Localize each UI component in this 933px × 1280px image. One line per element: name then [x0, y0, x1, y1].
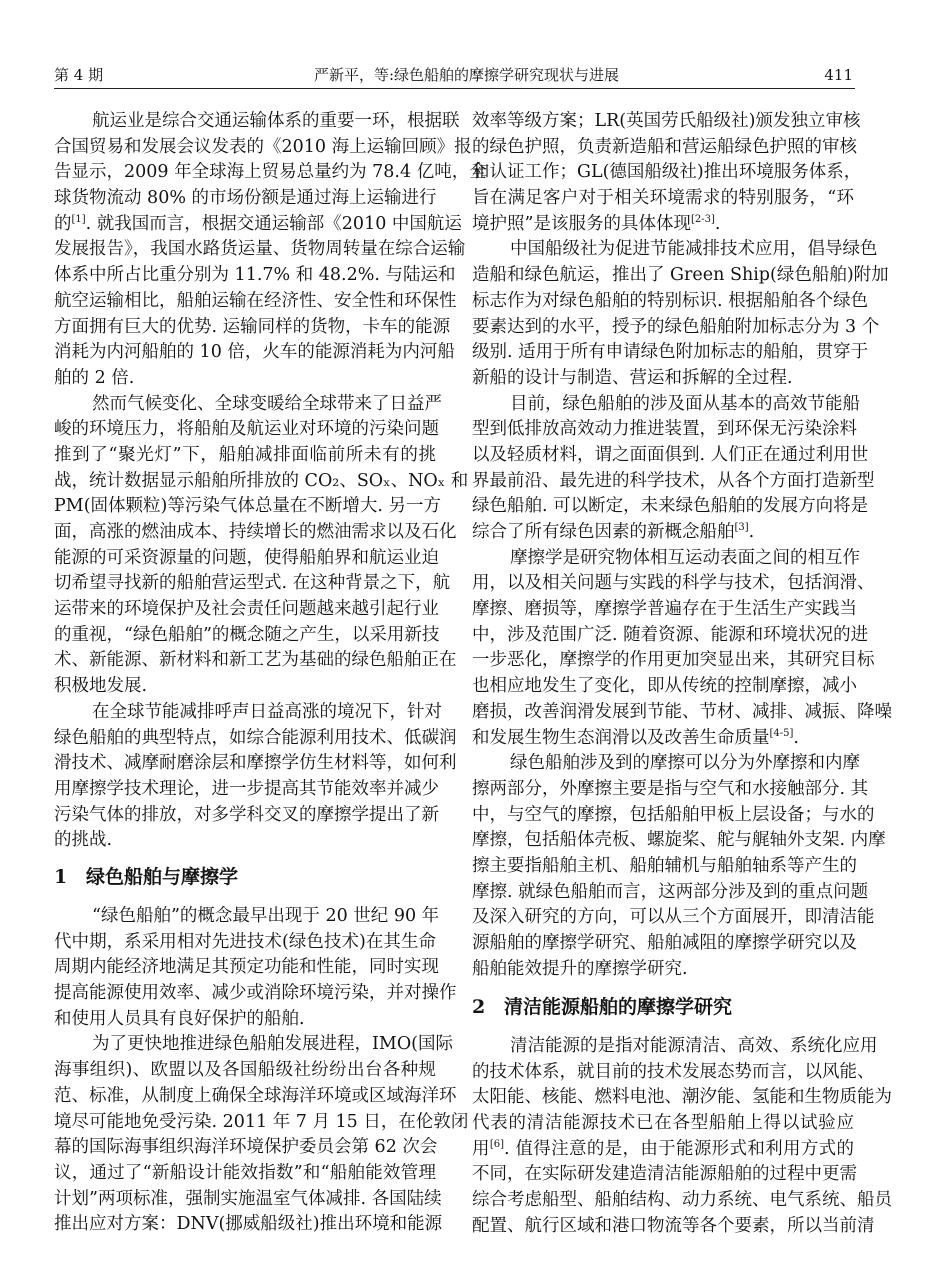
text-line: 新船的设计与制造、营运和拆解的全过程.: [472, 367, 793, 388]
journal-issue: 第 4 期: [54, 66, 104, 84]
section-number: 1: [54, 866, 68, 888]
text-line: 然而气候变化、全球变暖给全球带来了日益严: [92, 393, 442, 414]
line-text: .: [714, 213, 721, 234]
paragraph: [472, 109, 862, 237]
text-line: 摩擦、磨损等，摩擦学普遍存在于生活生产实践当: [472, 599, 857, 620]
text-line: “绿色船舶”的概念最早出现于 20 世纪 90 年: [92, 906, 440, 926]
text-line: 绿色船舶的典型特点，如综合能源利用技术、低碳润: [54, 727, 457, 748]
line-text: .: [793, 727, 799, 748]
line-text: . 就我国而言，根据交通运输部《2010 中国航运: [85, 213, 462, 234]
paragraph: [54, 904, 457, 1032]
citation-ref[interactable]: [6]: [489, 1138, 505, 1150]
text-line: 绿色船舶. 可以断定，未来绿色船舶的发展方向将是: [472, 496, 869, 517]
text-line: 滑技术、减摩耐磨涂层和摩擦学仿生材料等，如何利: [54, 753, 457, 774]
paragraph: [472, 237, 889, 391]
text-line: 污染气体的排放，对多学科交叉的摩擦学提出了新: [54, 804, 439, 825]
text-line: 中国船级社为促进节能减排技术应用，倡导绿色: [510, 239, 878, 260]
paragraph: [54, 109, 487, 392]
citation-ref[interactable]: [4-5]: [769, 727, 794, 739]
page-number: 411: [824, 66, 853, 84]
text-line: 战，统计数据显示船舶所排放的 CO₂、SOₓ、NOₓ 和: [54, 470, 469, 491]
text-line: 航运业是综合交通运输体系的重要一环，根据联: [92, 111, 460, 131]
text-line: 境尽可能地免受污染. 2011 年 7 月 15 日，在伦敦闭: [54, 1111, 469, 1132]
text-line: 绿色船舶涉及到的摩擦可以分为外摩擦和内摩: [510, 753, 860, 774]
text-line: 告显示，2009 年全球海上贸易总量约为 78.4 亿吨，全: [54, 162, 487, 183]
text-line: 球货物流动 80% 的市场份额是通过海上运输进行: [54, 188, 437, 209]
text-line: 面，高涨的燃油成本、持续增长的燃油需求以及石化: [54, 522, 457, 542]
line-text: 的: [54, 213, 72, 234]
text-line: 航空运输相比，船舶运输在经济性、安全性和环保性: [54, 290, 457, 311]
running-title: 严新平，等:绿色船舶的摩擦学研究现状与进展: [313, 66, 620, 84]
text-line: 摩擦. 就绿色船舶而言，这两部分涉及到的重点问题: [472, 881, 869, 902]
line-text: 和发展生物生态润滑以及改善生命质量: [472, 727, 770, 748]
paragraph: [54, 700, 457, 854]
text-line: 太阳能、核能、燃料电池、潮汐能、氢能和生物质能为: [472, 1087, 892, 1108]
text-line: 切希望寻找新的船舶营运型式. 在这种背景之下，航: [54, 573, 451, 594]
text-line: 标志作为对绿色船舶的特别标识. 根据船舶各个绿色: [472, 290, 869, 311]
text-line: 不同，在实际研发建造清洁能源船舶的过程中更需: [472, 1164, 857, 1185]
text-line: 消耗为内河船舶的 10 倍，火车的能源消耗为内河船: [54, 342, 455, 363]
text-line: 摩擦学是研究物体相互运动表面之间的相互作: [510, 547, 860, 568]
text-line: 术、新能源、新材料和新工艺为基础的绿色船舶正在: [54, 650, 457, 671]
text-line: [472, 726, 854, 752]
text-line: 的重视，“绿色船舶”的概念随之产生，以采用新技: [54, 624, 440, 645]
text-line: 级别. 适用于所有申请绿色附加标志的船舶，贯穿于: [472, 342, 869, 363]
text-line: 和使用人员具有良好保护的船舶.: [54, 1008, 305, 1029]
text-line: [472, 212, 854, 238]
text-line: 的技术体系，就目前的技术发展态势而言，以风能、: [472, 1061, 875, 1082]
text-line: 舶的 2 倍.: [54, 367, 135, 388]
text-line: 的挑战.: [54, 830, 113, 851]
header-rule: [54, 88, 855, 89]
paragraph: [472, 1034, 892, 1240]
text-line: 议，通过了“新船设计能效指数”和“船舶能效管理: [54, 1162, 436, 1183]
text-line: 发展报告》，我国水路货运量、货物周转量在综合运输: [54, 239, 466, 260]
text-line: 磨损，改善润滑发展到节能、节材、减排、减振、降噪: [472, 701, 892, 722]
text-line: 为了更快地推进绿色船舶发展进程，IMO(国际: [92, 1034, 454, 1055]
line-text: 境护照”是该服务的具体体现: [472, 213, 691, 234]
citation-ref[interactable]: [3]: [734, 522, 749, 534]
section-title: 绿色船舶与摩擦学: [86, 866, 239, 888]
text-line: 和认证工作；GL(德国船级社)推出环境服务体系，: [472, 162, 862, 183]
text-line: 配置、航行区域和港口物流等各个要素，所以当前清: [472, 1215, 875, 1236]
text-line: 推出应对方案：DNV(挪威船级社)推出环境和能源: [54, 1214, 443, 1235]
text-line: 代表的清洁能源技术已在各型船舶上得以试验应: [472, 1113, 854, 1134]
text-line: 一步恶化，摩擦学的作用更加突显出来，其研究目标: [472, 650, 875, 671]
text-line: 效率等级方案；LR(英国劳氏船级社)颁发独立审核: [472, 111, 861, 131]
left-column-top: [54, 109, 487, 854]
text-line: 摩擦，包括船体壳板、螺旋桨、舵与艉轴外支架. 内摩: [472, 830, 886, 851]
text-line: 中，涉及范围广泛. 随着资源、能源和环境状况的进: [472, 624, 869, 645]
text-line: 峻的环境压力，将船舶及航运业对环境的污染问题: [54, 419, 439, 440]
text-line: 合国贸易和发展会议发表的《2010 海上运输回顾》报: [54, 136, 472, 157]
paragraph: [54, 1032, 469, 1238]
text-line: 计划”两项标准，强制实施温室气体减排. 各国陆续: [54, 1188, 442, 1209]
text-line: 推到了“聚光灯”下，船舶减排面临前所未有的挑: [54, 444, 436, 465]
text-line: 用摩擦学技术理论，进一步提高其节能效率并减少: [54, 778, 439, 799]
text-line: [472, 520, 854, 546]
citation-ref[interactable]: [1]: [71, 213, 86, 225]
paragraph: [472, 392, 875, 546]
text-line: 幕的国际海事组织海洋环境保护委员会第 62 次会: [54, 1137, 438, 1158]
text-line: 方面拥有巨大的优势. 运输同样的货物，卡车的能源: [54, 316, 451, 337]
text-line: PM(固体颗粒)等污染气体总量在不断增大. 另一方: [54, 496, 441, 517]
text-line: 周期内能经济地满足其预定功能和性能，同时实现: [54, 957, 439, 978]
section-1-heading: [54, 852, 436, 903]
text-line: 以及轻质材料，谓之面面俱到. 人们正在通过利用世: [472, 444, 869, 465]
text-line: 用，以及相关问题与实践的科学与技术，包括润滑、: [472, 573, 875, 594]
text-line: 的绿色护照，负责新造船和营运船绿色护照的审核: [472, 136, 857, 157]
text-line: 造船和绿色航运，推出了 Green Ship(绿色船舶)附加: [472, 265, 889, 286]
section-number: 2: [472, 996, 486, 1018]
left-column-bottom: [54, 904, 469, 1238]
text-line: 目前，绿色船舶的涉及面从基本的高效节能船: [510, 393, 860, 414]
text-line: 擦主要指船舶主机、船舶辅机与船舶轴系等产生的: [472, 855, 857, 876]
text-line: 船舶能效提升的摩擦学研究.: [472, 958, 688, 979]
text-line: [472, 1137, 854, 1163]
text-line: 代中期，系采用相对先进技术(绿色技术)在其生命: [54, 931, 436, 952]
text-line: 界最前沿、最先进的科学技术，从各个方面打造新型: [472, 470, 875, 491]
text-line: 要素达到的水平，授予的绿色船舶附加标志分为 3 个: [472, 316, 880, 337]
text-line: 范、标准，从制度上确保全球海洋环境或区域海洋环: [54, 1085, 457, 1106]
paragraph: [54, 392, 469, 700]
text-line: 在全球节能减排呼声日益高涨的境况下，针对: [92, 701, 442, 722]
text-line: 型到低排放高效动力推进装置，到环保无污染涂料: [472, 419, 857, 440]
text-line: 也相应地发生了变化，即从传统的控制摩擦，减小: [472, 676, 857, 697]
line-text: 用: [472, 1138, 490, 1159]
text-line: 综合考虑船型、船舶结构、动力系统、电气系统、船员: [472, 1190, 892, 1211]
text-line: 清洁能源的是指对能源清洁、高效、系统化应用: [510, 1036, 878, 1056]
section-title: 清洁能源船舶的摩擦学研究: [504, 996, 733, 1018]
text-line: 源船舶的摩擦学研究、船舶减阻的摩擦学研究以及: [472, 933, 857, 953]
right-column-top: [472, 109, 892, 982]
text-line: 擦两部分，外摩擦主要是指与空气和水接触部分. 其: [472, 778, 869, 799]
text-line: [54, 212, 462, 238]
citation-ref[interactable]: [2-3]: [690, 213, 715, 225]
paragraph: [472, 546, 892, 752]
text-line: 海事组织)、欧盟以及各国船级社纷纷出台各种规: [54, 1060, 436, 1081]
line-text: .: [748, 522, 755, 542]
text-line: 提高能源使用效率、减少或消除环境污染，并对操作: [54, 983, 457, 1004]
text-line: 体系中所占比重分别为 11.7% 和 48.2%. 与陆运和: [54, 265, 456, 286]
line-text: . 值得注意的是，由于能源形式和利用方式的: [504, 1138, 855, 1159]
paragraph: [472, 751, 886, 982]
section-2-heading: [472, 982, 854, 1033]
text-line: 积极地发展.: [54, 676, 148, 697]
text-line: 中，与空气的摩擦，包括船舶甲板上层设备；与水的: [472, 804, 875, 825]
text-line: 及深入研究的方向，可以从三个方面展开，即清洁能: [472, 907, 875, 928]
text-line: 运带来的环境保护及社会责任问题越来越引起行业: [54, 599, 439, 620]
text-line: 旨在满足客户对于相关环境需求的特别服务，“环: [472, 188, 854, 209]
line-text: 综合了所有绿色因素的新概念船舶: [472, 522, 735, 542]
right-column-bottom: [472, 1034, 892, 1240]
text-line: 能源的可采资源量的问题，使得船舶界和航运业迫: [54, 547, 439, 568]
